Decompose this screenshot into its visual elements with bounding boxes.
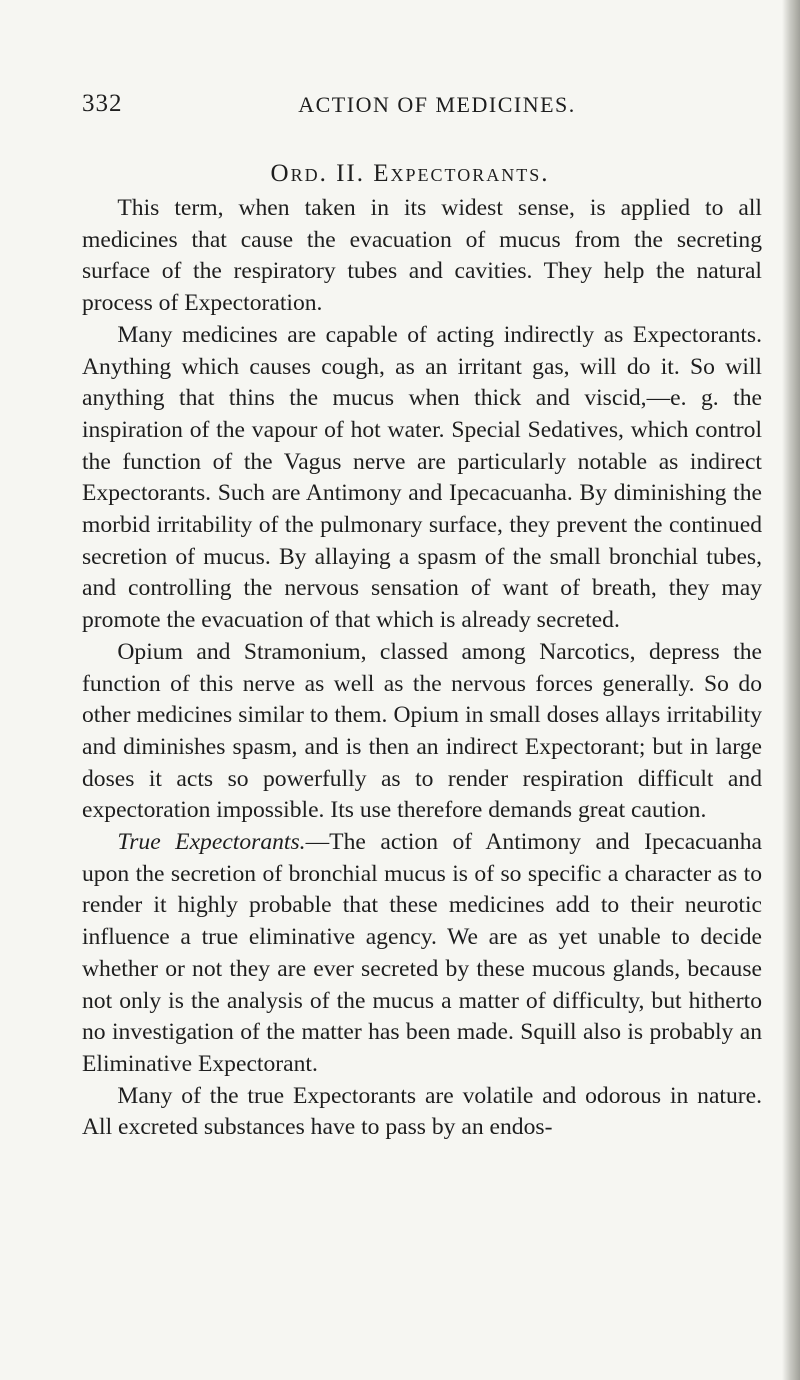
section-title: Expectorants. [373,160,550,187]
paragraph [82,320,762,637]
page-edge-shadow [782,0,800,1380]
paragraph [82,827,762,1081]
paragraph-lead: True Expectorants. [117,829,306,856]
paragraph-text: This term, when taken in its widest sense, is applied to all medicines that cause the evacuation of mucus from the secreting surface of the respiratory tubes and cavities. They help the natural process of Expectoration. [82,195,762,317]
page-number: 332 [82,90,123,117]
section-heading [0,160,800,188]
body-text [82,193,762,1144]
paragraph-text: Opium and Stramonium, classed among Narcotics, depress the function of this nerve as well as the nervous forces generally. So do other medicines similar to them. Opium in small doses allays irritability and diminishes spasm, and is then an indirect Expectorant; but in large doses it acts so powerfully as to render respiration difficult and expectoration impossible. Its use therefore demands great caution. [82,638,762,824]
paragraph-text: Many medicines are capable of acting indirectly as Expectorants. Anything which causes cough, as an irritant gas, will do it. So will anything that thins the mucus when thick and viscid,—e. g. the inspiration of the vapour of hot water. Special Sedatives, which control the function of the Vagus nerve are particularly notable as indirect Expectorants. Such are Antimony and Ipecacuanha. By diminishing the morbid irritability of the pulmonary surface, they prevent the continued secretion of mucus. By allaying a spasm of the small bronchial tubes, and controlling the nervous sensation of want of breath, they may promote the evacuation of that which is already secreted. [82,321,762,634]
paragraph-text: —The action of Antimony and Ipecacuanha upon the secretion of bronchial mucus is of so specific a character as to render it highly probable that these medicines add to their neurotic influence a true eliminative agency. We are as yet unable to decide whether or not they are ever secreted by these mucous glands, because not only is the analysis of the mucus a matter of difficulty, but hitherto no investigation of the matter has been made. Squill also is probably an Eliminative Expectorant. [82,829,762,1077]
paragraph-text: Many of the true Expectorants are volatile and odorous in nature. All excreted substances have to pass by an endos- [82,1082,762,1141]
page-header [82,90,762,120]
paragraph [82,637,762,827]
section-order-label: Ord. II. [270,160,365,187]
paragraph [82,1081,762,1144]
running-title: ACTION OF MEDICINES. [298,92,576,117]
paragraph [82,193,762,320]
